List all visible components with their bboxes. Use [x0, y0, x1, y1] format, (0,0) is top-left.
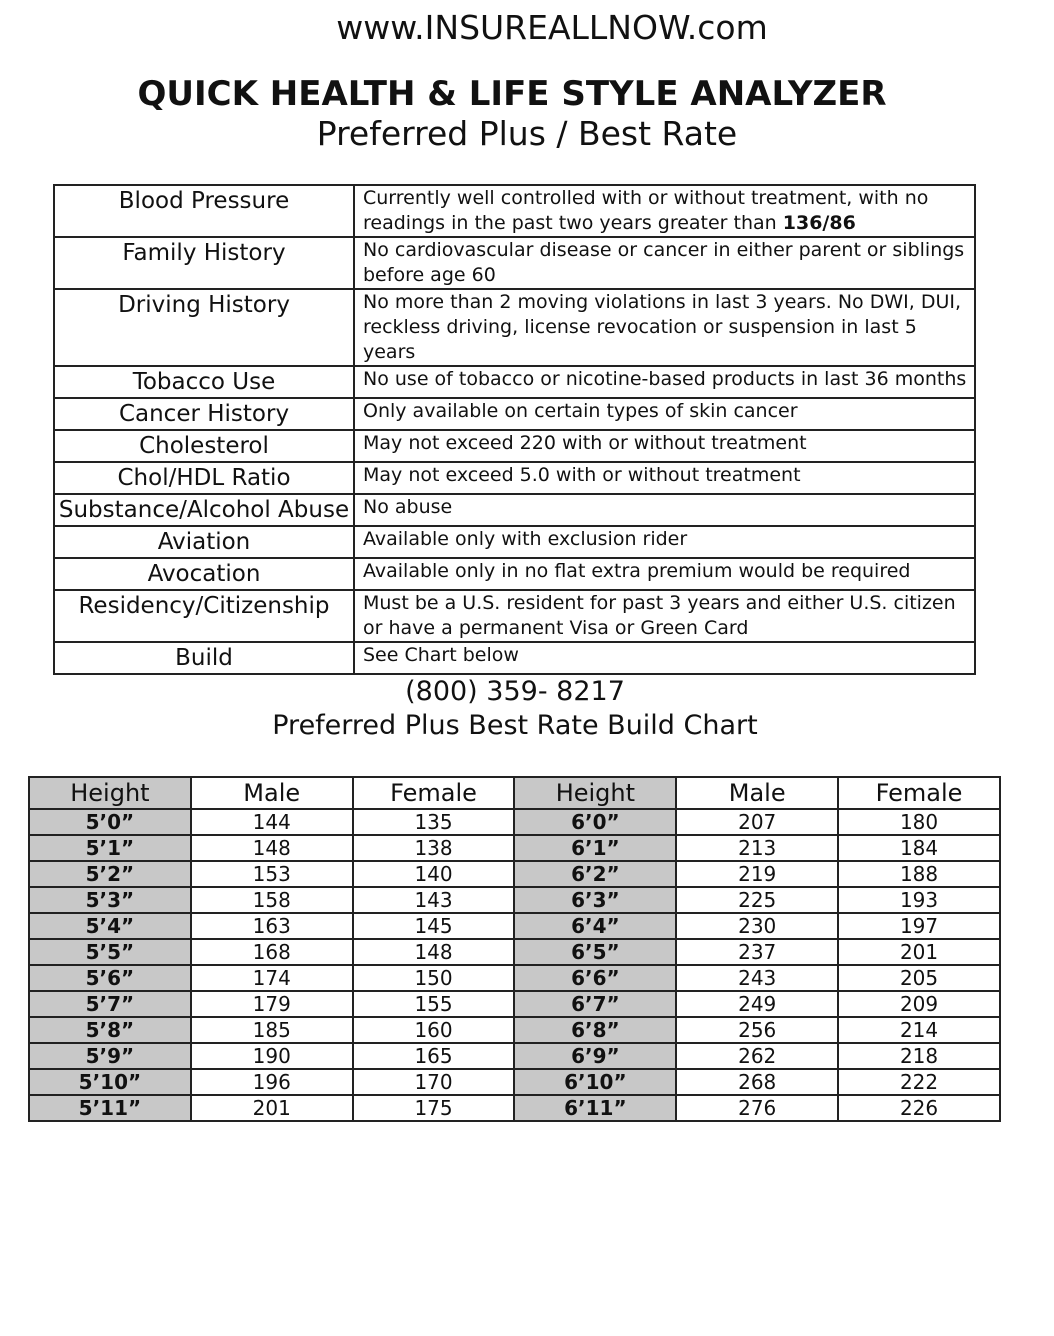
height-right-cell: 6’9”	[514, 1043, 676, 1069]
male-weight-left-cell: 185	[191, 1017, 353, 1043]
female-weight-left-cell: 140	[353, 861, 515, 887]
height-right-cell: 6’3”	[514, 887, 676, 913]
male-weight-left-cell: 163	[191, 913, 353, 939]
male-weight-right-cell: 219	[676, 861, 838, 887]
criteria-description	[354, 526, 975, 558]
male-weight-right-cell: 256	[676, 1017, 838, 1043]
female-weight-left-cell: 175	[353, 1095, 515, 1121]
criteria-description-text: No cardiovascular disease or cancer in either parent or siblings before age 60	[363, 239, 965, 286]
female-weight-left-cell: 160	[353, 1017, 515, 1043]
build-chart-row	[29, 861, 1000, 887]
criteria-description	[354, 558, 975, 590]
criteria-row	[54, 494, 975, 526]
criteria-description-text: Currently well controlled with or without treatment, with no readings in the past two years greater than	[363, 187, 929, 234]
build-chart-row	[29, 1069, 1000, 1095]
criteria-name: Cholesterol	[54, 430, 354, 462]
male-weight-right-cell: 230	[676, 913, 838, 939]
male-weight-left-cell: 174	[191, 965, 353, 991]
build-chart-row	[29, 887, 1000, 913]
criteria-description	[354, 237, 975, 289]
height-left-cell: 5’9”	[29, 1043, 191, 1069]
female-weight-left-cell: 170	[353, 1069, 515, 1095]
height-left-cell: 5’8”	[29, 1017, 191, 1043]
criteria-name: Cancer History	[54, 398, 354, 430]
build-chart-row	[29, 1095, 1000, 1121]
male-weight-left-cell: 153	[191, 861, 353, 887]
female-weight-right-cell: 193	[838, 887, 1000, 913]
criteria-row	[54, 398, 975, 430]
height-left-cell: 5’2”	[29, 861, 191, 887]
male-weight-right-cell: 276	[676, 1095, 838, 1121]
female-weight-right-cell: 214	[838, 1017, 1000, 1043]
header-male-left: Male	[191, 777, 353, 809]
female-weight-right-cell: 218	[838, 1043, 1000, 1069]
criteria-description-text: Only available on certain types of skin cancer	[363, 400, 798, 422]
male-weight-left-cell: 201	[191, 1095, 353, 1121]
build-chart-header-row	[29, 777, 1000, 809]
female-weight-right-cell: 226	[838, 1095, 1000, 1121]
criteria-row	[54, 462, 975, 494]
male-weight-right-cell: 243	[676, 965, 838, 991]
female-weight-left-cell: 165	[353, 1043, 515, 1069]
height-left-cell: 5’1”	[29, 835, 191, 861]
criteria-row	[54, 237, 975, 289]
male-weight-right-cell: 268	[676, 1069, 838, 1095]
male-weight-left-cell: 158	[191, 887, 353, 913]
build-chart-table	[28, 776, 1001, 1122]
criteria-description	[354, 494, 975, 526]
male-weight-left-cell: 190	[191, 1043, 353, 1069]
female-weight-right-cell: 201	[838, 939, 1000, 965]
criteria-row	[54, 185, 975, 237]
criteria-description-text: No use of tobacco or nicotine-based products in last 36 months	[363, 368, 967, 390]
page-subtitle: Preferred Plus / Best Rate	[316, 114, 738, 153]
build-chart-row	[29, 913, 1000, 939]
build-chart-row	[29, 835, 1000, 861]
male-weight-right-cell: 237	[676, 939, 838, 965]
criteria-row	[54, 430, 975, 462]
height-right-cell: 6’7”	[514, 991, 676, 1017]
criteria-description-text: See Chart below	[363, 644, 519, 666]
male-weight-left-cell: 196	[191, 1069, 353, 1095]
height-right-cell: 6’4”	[514, 913, 676, 939]
height-right-cell: 6’5”	[514, 939, 676, 965]
female-weight-left-cell: 148	[353, 939, 515, 965]
build-chart-row	[29, 809, 1000, 835]
criteria-name: Chol/HDL Ratio	[54, 462, 354, 494]
female-weight-left-cell: 138	[353, 835, 515, 861]
criteria-name: Aviation	[54, 526, 354, 558]
header-height-left: Height	[29, 777, 191, 809]
criteria-description-emphasis: 136/86	[782, 212, 856, 234]
height-left-cell: 5’3”	[29, 887, 191, 913]
height-left-cell: 5’10”	[29, 1069, 191, 1095]
criteria-description-text: Available only in no flat extra premium would be required	[363, 560, 911, 582]
male-weight-right-cell: 249	[676, 991, 838, 1017]
build-chart-row	[29, 1043, 1000, 1069]
criteria-description-text: May not exceed 5.0 with or without treatment	[363, 464, 801, 486]
height-left-cell: 5’7”	[29, 991, 191, 1017]
male-weight-right-cell: 225	[676, 887, 838, 913]
female-weight-left-cell: 143	[353, 887, 515, 913]
height-right-cell: 6’10”	[514, 1069, 676, 1095]
criteria-description	[354, 398, 975, 430]
header-female-right: Female	[838, 777, 1000, 809]
female-weight-right-cell: 205	[838, 965, 1000, 991]
phone-number: (800) 359- 8217	[405, 676, 625, 707]
criteria-description	[354, 430, 975, 462]
build-chart-row	[29, 1017, 1000, 1043]
female-weight-right-cell: 188	[838, 861, 1000, 887]
height-right-cell: 6’2”	[514, 861, 676, 887]
criteria-row	[54, 289, 975, 366]
criteria-description	[354, 590, 975, 642]
criteria-name: Build	[54, 642, 354, 674]
criteria-row	[54, 526, 975, 558]
build-chart-row	[29, 965, 1000, 991]
male-weight-left-cell: 144	[191, 809, 353, 835]
criteria-name: Residency/Citizenship	[54, 590, 354, 642]
male-weight-left-cell: 148	[191, 835, 353, 861]
female-weight-left-cell: 150	[353, 965, 515, 991]
female-weight-right-cell: 184	[838, 835, 1000, 861]
female-weight-right-cell: 222	[838, 1069, 1000, 1095]
criteria-name: Blood Pressure	[54, 185, 354, 237]
criteria-name: Family History	[54, 237, 354, 289]
height-right-cell: 6’6”	[514, 965, 676, 991]
criteria-name: Avocation	[54, 558, 354, 590]
female-weight-right-cell: 180	[838, 809, 1000, 835]
build-chart-title: Preferred Plus Best Rate Build Chart	[272, 710, 758, 741]
criteria-table	[53, 184, 976, 675]
height-left-cell: 5’4”	[29, 913, 191, 939]
height-right-cell: 6’0”	[514, 809, 676, 835]
build-chart-row	[29, 991, 1000, 1017]
criteria-description-text: May not exceed 220 with or without treatment	[363, 432, 807, 454]
site-url: www.INSUREALLNOW.com	[336, 8, 768, 47]
height-right-cell: 6’8”	[514, 1017, 676, 1043]
criteria-name: Substance/Alcohol Abuse	[54, 494, 354, 526]
header-male-right: Male	[676, 777, 838, 809]
male-weight-right-cell: 207	[676, 809, 838, 835]
female-weight-left-cell: 155	[353, 991, 515, 1017]
male-weight-right-cell: 262	[676, 1043, 838, 1069]
criteria-description-text: Available only with exclusion rider	[363, 528, 688, 550]
height-left-cell: 5’11”	[29, 1095, 191, 1121]
criteria-description	[354, 185, 975, 237]
male-weight-right-cell: 213	[676, 835, 838, 861]
female-weight-left-cell: 135	[353, 809, 515, 835]
criteria-description-text: No abuse	[363, 496, 453, 518]
height-right-cell: 6’1”	[514, 835, 676, 861]
criteria-row	[54, 558, 975, 590]
criteria-description	[354, 366, 975, 398]
female-weight-right-cell: 209	[838, 991, 1000, 1017]
height-left-cell: 5’0”	[29, 809, 191, 835]
criteria-row	[54, 590, 975, 642]
height-right-cell: 6’11”	[514, 1095, 676, 1121]
criteria-name: Driving History	[54, 289, 354, 366]
female-weight-left-cell: 145	[353, 913, 515, 939]
height-left-cell: 5’5”	[29, 939, 191, 965]
criteria-description	[354, 462, 975, 494]
height-left-cell: 5’6”	[29, 965, 191, 991]
male-weight-left-cell: 179	[191, 991, 353, 1017]
criteria-row	[54, 642, 975, 674]
criteria-description-text: Must be a U.S. resident for past 3 years and either U.S. citizen or have a permanent Visa or Green Card	[363, 592, 956, 639]
build-chart-row	[29, 939, 1000, 965]
male-weight-left-cell: 168	[191, 939, 353, 965]
criteria-description	[354, 642, 975, 674]
criteria-row	[54, 366, 975, 398]
page-title: QUICK HEALTH & LIFE STYLE ANALYZER	[137, 74, 887, 114]
criteria-name: Tobacco Use	[54, 366, 354, 398]
female-weight-right-cell: 197	[838, 913, 1000, 939]
header-height-right: Height	[514, 777, 676, 809]
criteria-description-text: No more than 2 moving violations in last 3 years. No DWI, DUI, reckless driving, license revocation or suspension in last 5 years	[363, 291, 961, 363]
criteria-description	[354, 289, 975, 366]
header-female-left: Female	[353, 777, 515, 809]
